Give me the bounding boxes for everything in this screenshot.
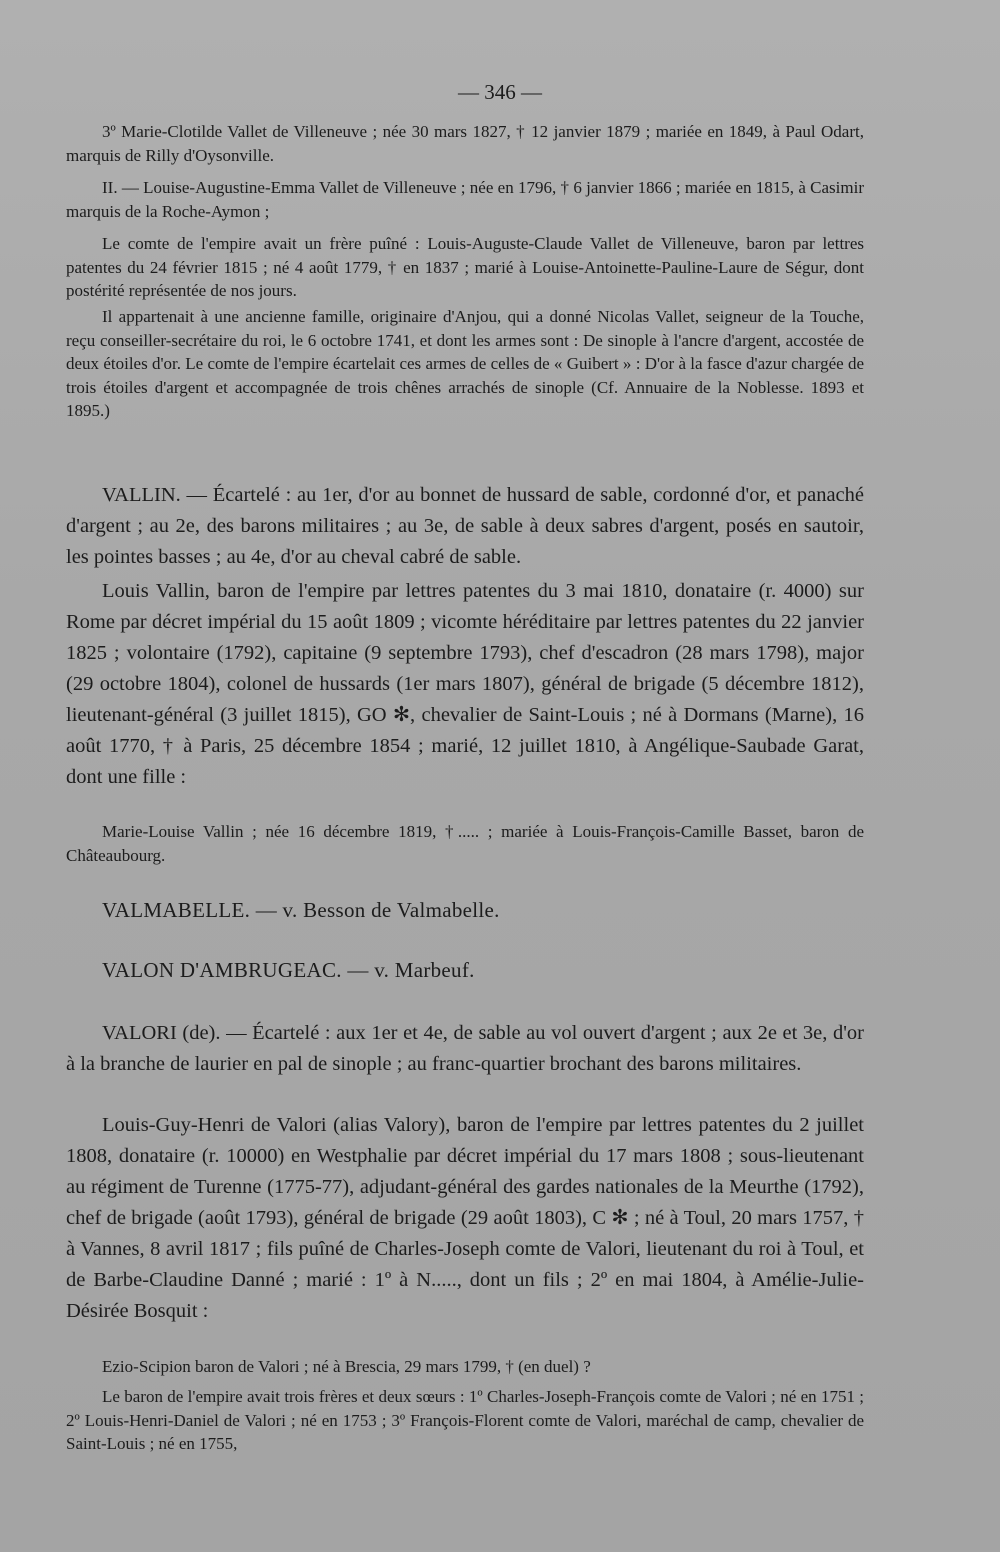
paragraph-freres-soeurs: Le baron de l'empire avait trois frères et deux sœurs : 1º Charles-Joseph-François comte de Valori ; né en 1751 ; 2º Louis-Henri-Daniel de Valori ; né en 1753 ; 3º François-Florent comte de Valori, maréchal de camp, chevalier de Saint-Louis ; né en 1755, bbox=[66, 1387, 864, 1453]
paragraph-ezio-scipion: Ezio-Scipion baron de Valori ; né à Brescia, 29 mars 1799, † (en duel) ? bbox=[102, 1357, 591, 1376]
entry-vallin-arms: VALLIN. — Écartelé : au 1er, d'or au bonnet de hussard de sable, cordonné d'or, et panaché d'argent ; au 2e, des barons militaires ; au 3e, de sable à deux sabres d'argent, posés en sautoir, les pointes basses ; au 4e, d'or au cheval cabré de sable. bbox=[66, 484, 864, 568]
entry-valmabelle: VALMABELLE. — v. Besson de Valmabelle. bbox=[102, 898, 500, 922]
paragraph-frere-puine: Le comte de l'empire avait un frère puîné : Louis-Auguste-Claude Vallet de Villeneuve, baron par lettres patentes du 24 février 1815 ; né 4 août 1779, † en 1837 ; marié à Louise-Antoinette-Pauline-Laure de Ségur, dont postérité représentée de nos jours. bbox=[66, 234, 864, 300]
paragraph-marie-clotilde: 3º Marie-Clotilde Vallet de Villeneuve ; née 30 mars 1827, † 12 janvier 1879 ; mariée en 1849, à Paul Odart, marquis de Rilly d'Oysonville. bbox=[66, 122, 864, 165]
entry-vallin-biography: Louis Vallin, baron de l'empire par lettres patentes du 3 mai 1810, donataire (r. 4000) sur Rome par décret impérial du 15 août 1809 ; vicomte héréditaire par lettres patentes du 22 janvier 1825 ; volontaire (1792), capitaine (9 septembre 1793), chef d'escadron (28 mars 1798), major (29 octobre 1804), colonel de hussards (1er mars 1807), général de brigade (5 décembre 1812), lieutenant-général (3 juillet 1815), GO ✻, chevalier de Saint-Louis ; né à Dormans (Marne), 16 août 1770, † à Paris, 25 décembre 1854 ; marié, 12 juillet 1810, à Angélique-Saubade Garat, dont une fille : bbox=[66, 580, 864, 788]
paragraph-ancienne-famille: Il appartenait à une ancienne famille, originaire d'Anjou, qui a donné Nicolas Vallet, seigneur de la Touche, reçu conseiller-secrétaire du roi, le 6 octobre 1741, et dont les armes sont : De sinople à l'ancre d'argent, accostée de deux étoiles d'or. Le comte de l'empire écartelait ces armes de celles de « Guibert » : D'or à la fasce d'azur chargée de trois étoiles d'argent et accompagnée de trois chênes arrachés de sinople (Cf. Annuaire de la Noblesse. 1893 et 1895.) bbox=[66, 307, 864, 420]
entry-valon-dambrugeac: VALON D'AMBRUGEAC. — v. Marbeuf. bbox=[102, 958, 475, 982]
entry-valori-biography: Louis-Guy-Henri de Valori (alias Valory), baron de l'empire par lettres patentes du 2 juillet 1808, donataire (r. 10000) en Westphalie par décret impérial du 17 mars 1808 ; sous-lieutenant au régiment de Turenne (1775-77), adjudant-général des gardes nationales de la Meurthe (1792), chef de brigade (août 1793), général de brigade (29 août 1803), C ✻ ; né à Toul, 20 mars 1757, † à Vannes, 8 avril 1817 ; fils puîné de Charles-Joseph comte de Valori, lieutenant du roi à Toul, et de Barbe-Claudine Danné ; marié : 1º à N....., dont un fils ; 2º en mai 1804, à Amélie-Julie-Désirée Bosquit : bbox=[66, 1114, 864, 1322]
entry-valori-arms: VALORI (de). — Écartelé : aux 1er et 4e, de sable au vol ouvert d'argent ; aux 2e et 3e, d'or à la branche de laurier en pal de sinople ; au franc-quartier brochant des barons militaires. bbox=[66, 1022, 864, 1075]
page-number: — 346 — bbox=[458, 80, 542, 104]
paragraph-marie-louise-vallin: Marie-Louise Vallin ; née 16 décembre 1819, †..... ; mariée à Louis-François-Camille Basset, baron de Châteaubourg. bbox=[66, 822, 864, 865]
paragraph-louise-augustine: II. — Louise-Augustine-Emma Vallet de Villeneuve ; née en 1796, † 6 janvier 1866 ; mariée en 1815, à Casimir marquis de la Roche-Aymon ; bbox=[66, 178, 864, 221]
